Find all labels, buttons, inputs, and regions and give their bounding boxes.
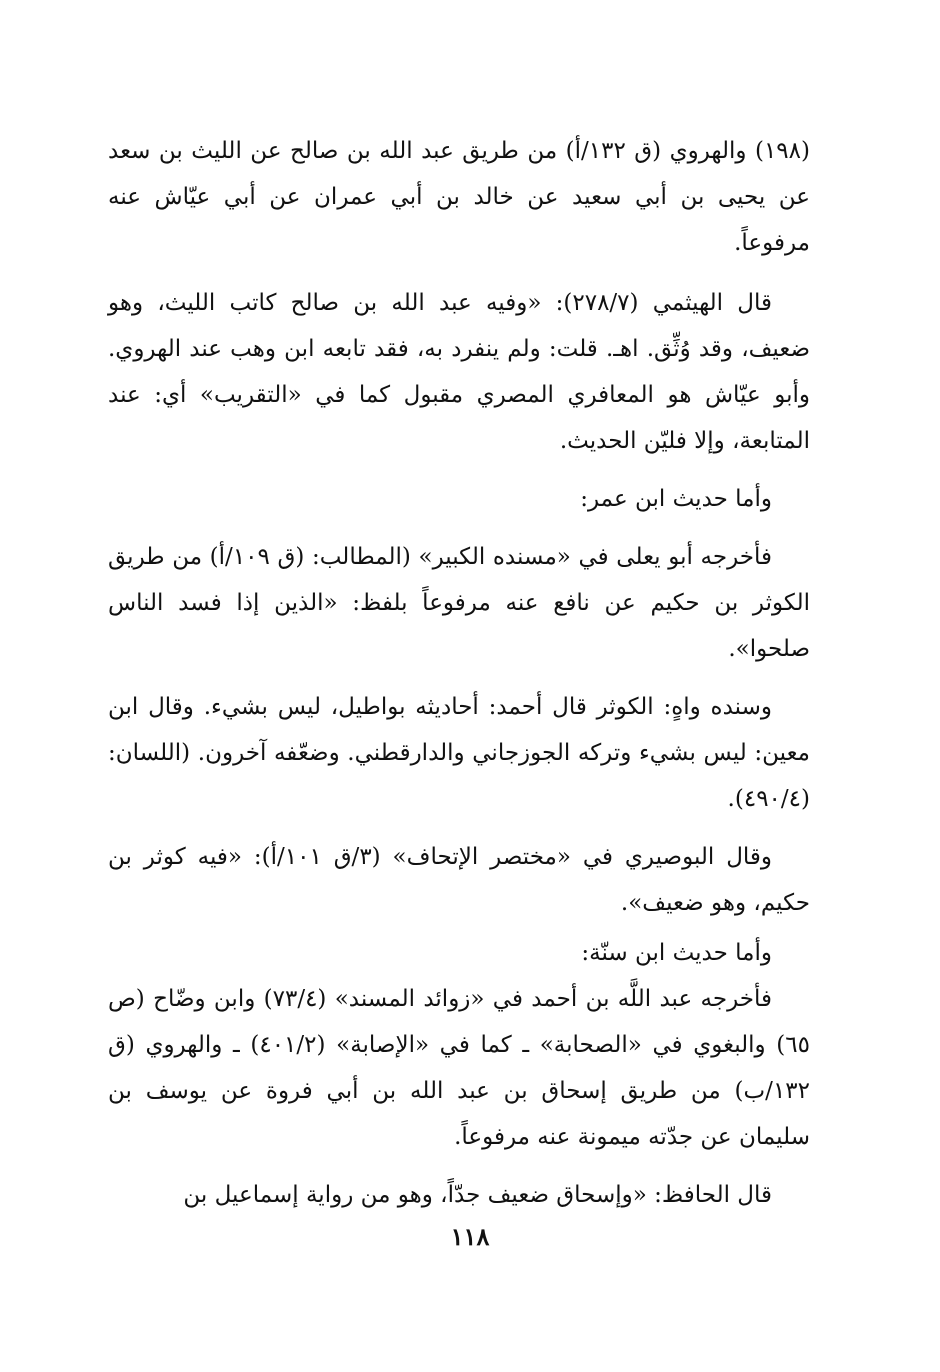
paragraph-abu-yala: فأخرجه أبو يعلى في «مسنده الكبير» (المطالب: (ق ١٠٩/أ) من طريق الكوثر بن حكيم عن نافع عنه مرفوعاً بلفظ: «الذين إذا فسد الناس صلحوا». — [108, 544, 810, 662]
paragraph-haythami: قال الهيثمي (٢٧٨/٧): «وفيه عبد الله بن صالح كاتب الليث، وهو ضعيف، وقد وُثِّق. اهـ. قلت: ولم ينفرد به، فقد تابعه ابن وهب عند الهروي. وأبو عيّاش هو المعافري المصري مقبول كما في «التقريب» أي: عند المتابعة، وإلا فليّن الحديث. — [108, 290, 810, 454]
paragraph-heading-ibn-umar: وأما حديث ابن عمر: — [580, 486, 772, 512]
page-number: ١١٨ — [450, 1222, 490, 1251]
paragraph-abdullah-ahmad: فأخرجه عبد اللَّه بن أحمد في «زوائد المسند» (٧٣/٤) وابن وضّاح (ص ٦٥) والبغوي في «الصحابة» ـ كما في «الإصابة» (٤٠١/٢) ـ والهروي (ق ١٣٢/ب) من طريق إسحاق بن عبد الله بن أبي فروة عن يوسف بن سليمان عن جدّته ميمونة عنه مرفوعاً. — [108, 986, 810, 1150]
paragraph-busiri: وقال البوصيري في «مختصر الإتحاف» (٣/ق ١٠١/أ): «فيه كوثر بن حكيم، وهو ضعيف». — [108, 844, 810, 916]
paragraph-hafiz: قال الحافظ: «وإسحاق ضعيف جدّاً، وهو من رواية إسماعيل بن — [183, 1182, 772, 1208]
page-body — [108, 128, 810, 1218]
paragraph-sanad-wah: وسنده واهٍ: الكوثر قال أحمد: أحاديثه بواطيل، ليس بشيء. وقال ابن معين: ليس بشيء وتركه الجوزجاني والدارقطني. وضعّفه آخرون. (اللسان: (٤٩٠/٤). — [108, 694, 810, 812]
paragraph-heading-ibn-sanna: وأما حديث ابن سنّة: — [581, 940, 772, 966]
paragraph-hadith-198: (١٩٨) والهروي (ق ١٣٢/أ) من طريق عبد الله بن صالح عن الليث بن سعد عن يحيى بن أبي سعيد عن خالد بن أبي عمران عن أبي عيّاش عنه مرفوعاً. — [108, 138, 810, 256]
